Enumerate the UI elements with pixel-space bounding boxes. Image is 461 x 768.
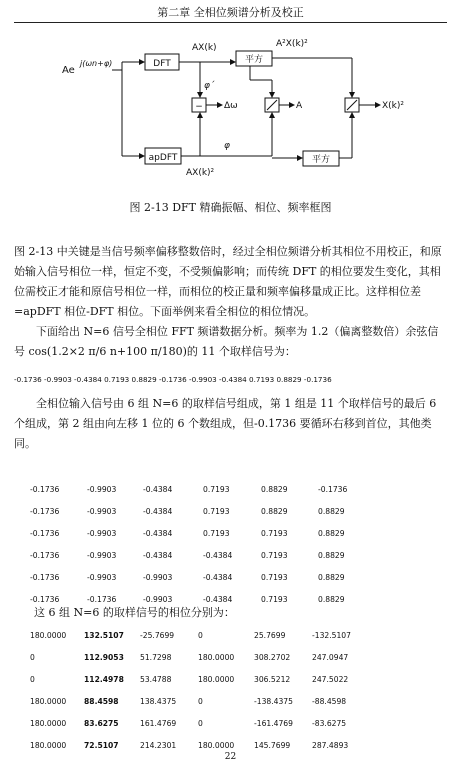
phase-cell: 83.6275 bbox=[84, 718, 119, 728]
group-cell: -0.4384 bbox=[143, 506, 173, 516]
phase-cell: 161.4769 bbox=[140, 718, 177, 728]
phase-cell: 0 bbox=[198, 630, 203, 640]
group-cell: -0.1736 bbox=[30, 550, 60, 560]
phase-cell: -138.4375 bbox=[254, 696, 293, 706]
group-row bbox=[30, 544, 368, 566]
group-cell: -0.9903 bbox=[143, 594, 173, 604]
phase-cell: 25.7699 bbox=[254, 630, 286, 640]
phase-cell: 180.0000 bbox=[30, 718, 67, 728]
ax-top-label: AX(k) bbox=[192, 43, 217, 53]
group-cell: -0.1736 bbox=[30, 594, 60, 604]
phase-cell: 51.7298 bbox=[140, 652, 172, 662]
phase-cell: 308.2702 bbox=[254, 652, 291, 662]
groups-table bbox=[30, 478, 368, 610]
paragraph-4: 这 6 组 N=6 的取样信号的相位分别为： bbox=[34, 606, 235, 619]
phase-cell: 306.5212 bbox=[254, 674, 291, 684]
phase-row bbox=[30, 712, 362, 734]
divider-slash-out bbox=[347, 100, 357, 110]
output-label: X(k)² bbox=[382, 101, 405, 111]
figure-caption: 图 2-13 DFT 精确振幅、相位、频率框图 bbox=[129, 201, 332, 214]
group-cell: 0.8829 bbox=[318, 550, 345, 560]
group-cell: -0.1736 bbox=[30, 484, 60, 494]
group-cell: -0.1736 bbox=[30, 506, 60, 516]
phi-prime-label: φ´ bbox=[204, 81, 215, 91]
group-cell: -0.4384 bbox=[203, 550, 233, 560]
group-cell: 0.7193 bbox=[203, 528, 230, 538]
ax-bottom-label: AX(k)² bbox=[186, 168, 215, 178]
phase-cell: -88.4598 bbox=[312, 696, 347, 706]
group-cell: -0.1736 bbox=[30, 572, 60, 582]
phase-row bbox=[30, 646, 362, 668]
phase-cell: 180.0000 bbox=[198, 740, 235, 750]
group-cell: -0.9903 bbox=[87, 484, 117, 494]
a-label: A bbox=[296, 101, 303, 111]
group-cell: 0.7193 bbox=[261, 550, 288, 560]
phase-cell: 72.5107 bbox=[84, 740, 119, 750]
phase-cell: 0 bbox=[198, 718, 203, 728]
group-cell: -0.4384 bbox=[143, 528, 173, 538]
phase-cell: 180.0000 bbox=[198, 652, 235, 662]
group-cell: 0.8829 bbox=[318, 572, 345, 582]
phase-cell: -161.4769 bbox=[254, 718, 293, 728]
phase-cell: 0 bbox=[30, 674, 35, 684]
square-bottom-label: 平方 bbox=[311, 155, 331, 165]
phase-cell: 180.0000 bbox=[30, 696, 67, 706]
phase-cell: -25.7699 bbox=[140, 630, 175, 640]
dft-box-label: DFT bbox=[153, 59, 171, 69]
phase-cell: 88.4598 bbox=[84, 696, 119, 706]
group-cell: -0.4384 bbox=[143, 484, 173, 494]
phase-row bbox=[30, 668, 362, 690]
paragraph-2: 下面给出 N=6 信号全相位 FFT 频谱数据分析。频率为 1.2（偏离整数倍）余弦信号 cos(1.2×2 π/6 n+100 π/180)的 11 个取样信号为： bbox=[14, 325, 439, 358]
phase-cell: 0 bbox=[198, 696, 203, 706]
input-exponent: j(ωn+φ) bbox=[80, 59, 113, 68]
input-label: Ae bbox=[62, 65, 75, 76]
sample-values: -0.1736 -0.9903 -0.4384 0.7193 0.8829 -0.1736 -0.9903 -0.4384 0.7193 0.8829 -0.1736 bbox=[14, 375, 332, 384]
group-cell: -0.9903 bbox=[87, 528, 117, 538]
phase-cell: 138.4375 bbox=[140, 696, 177, 706]
group-row bbox=[30, 500, 368, 522]
phase-cell: 247.0947 bbox=[312, 652, 349, 662]
group-cell: -0.9903 bbox=[87, 550, 117, 560]
phase-cell: 112.9053 bbox=[84, 652, 124, 662]
minus-label: − bbox=[195, 102, 203, 112]
group-cell: -0.4384 bbox=[203, 572, 233, 582]
phi-label: φ bbox=[224, 141, 230, 151]
phase-row bbox=[30, 690, 362, 712]
square-top-label: 平方 bbox=[244, 55, 264, 65]
group-cell: -0.9903 bbox=[87, 506, 117, 516]
phase-cell: 112.4978 bbox=[84, 674, 124, 684]
group-cell: 0.8829 bbox=[318, 594, 345, 604]
phase-row bbox=[30, 624, 362, 646]
group-cell: 0.8829 bbox=[318, 528, 345, 538]
group-cell: -0.9903 bbox=[87, 572, 117, 582]
paragraph-3: 全相位输入信号由 6 组 N=6 的取样信号组成，第 1 组是 11 个取样信号的最后 6 个组成，第 2 组由向左移 1 位的 6 个数组成，但-0.1736 要循环右移到首位，其他类同。 bbox=[14, 397, 437, 450]
block-diagram bbox=[0, 0, 461, 195]
phase-cell: 145.7699 bbox=[254, 740, 291, 750]
phase-cell: 180.0000 bbox=[30, 630, 67, 640]
apdft-box-label: apDFT bbox=[148, 153, 178, 163]
phases-table bbox=[30, 624, 362, 756]
group-cell: -0.1736 bbox=[318, 484, 348, 494]
running-header: 第二章 全相位频谱分析及校正 bbox=[157, 6, 304, 19]
delta-omega-label: Δω bbox=[224, 101, 238, 111]
page-number: 22 bbox=[224, 752, 237, 762]
group-cell: 0.8829 bbox=[261, 506, 288, 516]
phase-cell: 247.5022 bbox=[312, 674, 349, 684]
phase-cell: 0 bbox=[30, 652, 35, 662]
phase-cell: 287.4893 bbox=[312, 740, 349, 750]
paragraph-1: 图 2-13 中关键是当信号频率偏移整数倍时，经过全相位频谱分析其相位不用校正，和原始输入信号相位一样，恒定不变，不受频偏影响；而传统 DFT 的相位要发生变化，其相位需校正才能和原信号相位一样，而相位的校正量和频率偏移量成正比。这样相位差=apDFT 相位-DFT 相位。下面举例来看全相位的相位情况。 bbox=[14, 245, 442, 318]
phase-cell: 214.2301 bbox=[140, 740, 177, 750]
group-cell: -0.1736 bbox=[30, 528, 60, 538]
phase-cell: 180.0000 bbox=[198, 674, 235, 684]
group-cell: 0.7193 bbox=[261, 528, 288, 538]
phase-cell: -132.5107 bbox=[312, 630, 351, 640]
group-cell: 0.7193 bbox=[261, 572, 288, 582]
group-row bbox=[30, 566, 368, 588]
a2x-top-label: A²X(k)² bbox=[276, 39, 308, 49]
group-cell: -0.9903 bbox=[143, 572, 173, 582]
group-cell: -0.4384 bbox=[203, 594, 233, 604]
group-cell: 0.7193 bbox=[261, 594, 288, 604]
phase-cell: -83.6275 bbox=[312, 718, 347, 728]
group-cell: 0.8829 bbox=[261, 484, 288, 494]
group-cell: 0.7193 bbox=[203, 484, 230, 494]
group-cell: -0.4384 bbox=[143, 550, 173, 560]
phase-cell: 53.4788 bbox=[140, 674, 172, 684]
group-cell: 0.8829 bbox=[318, 506, 345, 516]
group-row bbox=[30, 522, 368, 544]
group-row bbox=[30, 478, 368, 500]
phase-cell: 132.5107 bbox=[84, 630, 124, 640]
group-cell: -0.1736 bbox=[87, 594, 117, 604]
group-cell: 0.7193 bbox=[203, 506, 230, 516]
divider-slash-a bbox=[267, 100, 277, 110]
phase-cell: 180.0000 bbox=[30, 740, 67, 750]
